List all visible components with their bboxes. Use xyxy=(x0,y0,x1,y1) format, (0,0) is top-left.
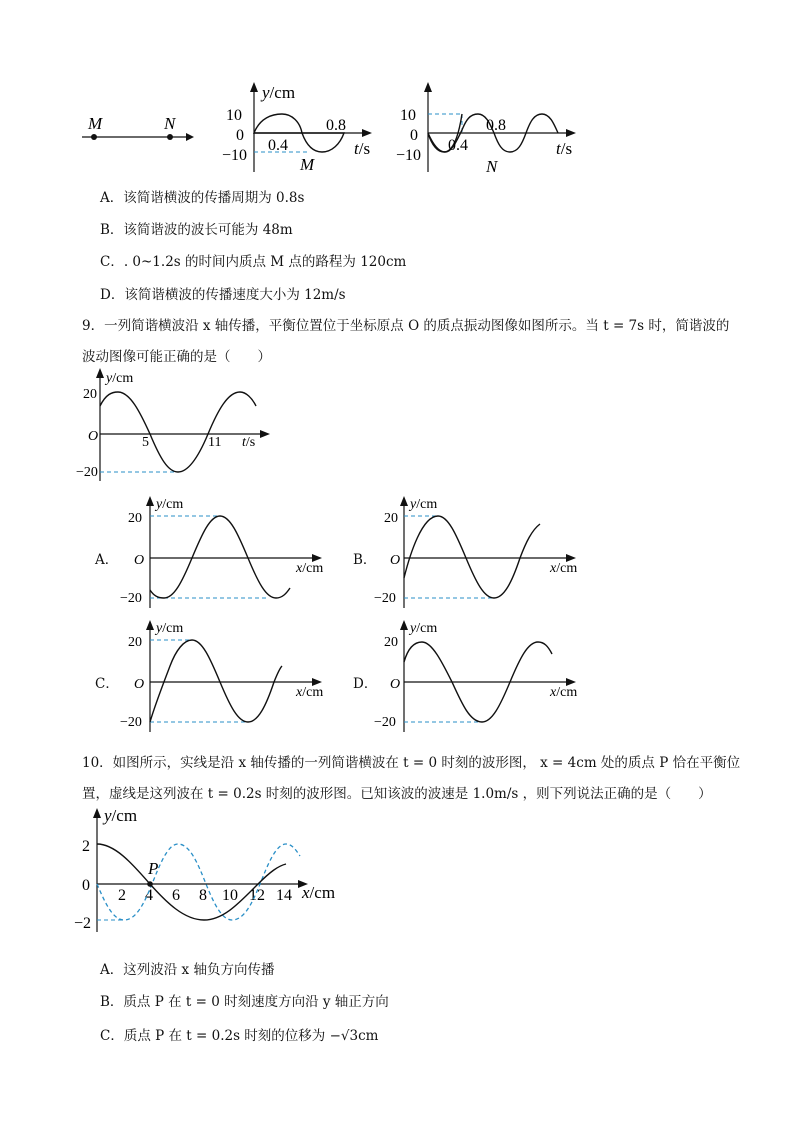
y-arrow-icon xyxy=(146,620,154,630)
curve-c xyxy=(150,640,282,722)
q9-main-graph xyxy=(78,366,278,488)
origin-o: O xyxy=(390,553,401,568)
tick-y-2: 2 xyxy=(82,838,90,855)
tick-minus-20: −20 xyxy=(120,715,142,730)
q9-option-c-label[interactable]: C． xyxy=(95,676,119,692)
vibration-graph-n xyxy=(396,80,590,180)
tick-5: 5 xyxy=(142,435,149,450)
label-m: M xyxy=(88,114,103,133)
wave-solid-t0 xyxy=(97,844,286,920)
x-axis-label: x/cm xyxy=(550,561,578,576)
tick-y-minus-2: −2 xyxy=(74,915,92,932)
origin-o: O xyxy=(134,677,145,692)
tick-x-8: 8 xyxy=(199,887,207,904)
point-label-n: N xyxy=(486,157,498,176)
q9-graph-c[interactable] xyxy=(120,618,324,736)
tick-y-zero: 0 xyxy=(410,127,418,144)
origin-o: O xyxy=(390,677,401,692)
q10-wave-graph xyxy=(74,804,340,936)
tick-y-0: 0 xyxy=(82,877,90,894)
curve-b xyxy=(404,516,540,598)
tick-x-04: 0.4 xyxy=(268,137,288,154)
tick-20: 20 xyxy=(128,511,142,526)
q10-line-2: 置，虚线是这列波在 t = 0.2s 时刻的波形图。已知该波的波速是 1.0m/s ，则下列说法正确的是（ ） xyxy=(82,786,712,802)
q10-option-a[interactable]: A．这列波沿 x 轴负方向传播 xyxy=(100,962,275,978)
q9-graph-b[interactable] xyxy=(374,494,578,612)
x-arrow-icon xyxy=(566,129,576,137)
x-axis-label: x/cm xyxy=(550,685,578,700)
y-axis-label: y/cm xyxy=(104,806,138,825)
point-p xyxy=(147,881,153,887)
y-arrow-icon xyxy=(424,82,432,92)
q9-line-1: 9．一列简谐横波沿 x 轴传播，平衡位置位于坐标原点 O 的质点振动图像如图所示。当 t = 7s 时，简谐波的 xyxy=(82,318,730,334)
x-axis-label: x/cm xyxy=(296,561,324,576)
tick-x-12: 12 xyxy=(249,887,265,904)
y-arrow-icon xyxy=(146,496,154,506)
y-axis-label: y/cm xyxy=(156,621,184,636)
tick-x-4: 4 xyxy=(145,887,153,904)
y-axis-label: y/cm xyxy=(156,497,184,512)
tick-20: 20 xyxy=(83,387,97,402)
tick-x-10: 10 xyxy=(222,887,238,904)
q9-option-b-label[interactable]: B． xyxy=(353,552,377,568)
tick-y-zero: 0 xyxy=(236,127,244,144)
y-arrow-icon xyxy=(400,620,408,630)
q9-option-d-label[interactable]: D． xyxy=(353,676,378,692)
tick-y-bottom: −10 xyxy=(222,147,248,164)
tick-y-top: 10 xyxy=(400,107,416,124)
q8-option-a[interactable]: A．该简谐横波的传播周期为 0.8s xyxy=(100,190,305,206)
tick-y-bottom: −10 xyxy=(396,147,422,164)
y-axis-label: y/cm xyxy=(106,371,134,386)
y-arrow-icon xyxy=(250,82,258,92)
point-n xyxy=(167,134,173,140)
tick-minus-20: −20 xyxy=(76,465,98,480)
q10-option-b[interactable]: B．质点 P 在 t = 0 时刻速度方向沿 y 轴正方向 xyxy=(100,994,389,1010)
q9-graph-d[interactable] xyxy=(374,618,578,736)
q10-line-1: 10．如图所示，实线是沿 x 轴传播的一列简谐横波在 t = 0 时刻的波形图， x = 4cm 处的质点 P 恰在平衡位 xyxy=(82,755,741,771)
tick-x-14: 14 xyxy=(276,887,292,904)
tick-20: 20 xyxy=(384,511,398,526)
point-label-m: M xyxy=(300,155,315,174)
y-arrow-icon xyxy=(400,496,408,506)
tick-x-04: 0.4 xyxy=(448,137,468,154)
tick-x-08: 0.8 xyxy=(326,117,346,134)
label-n: N xyxy=(164,114,176,133)
point-p-label: P xyxy=(148,859,159,878)
tick-y-top: 10 xyxy=(226,107,242,124)
y-arrow-icon xyxy=(93,808,101,818)
vibration-graph-m xyxy=(222,80,392,180)
tick-minus-20: −20 xyxy=(374,715,396,730)
tick-x-6: 6 xyxy=(172,887,180,904)
q9-option-a-label[interactable]: A． xyxy=(95,552,119,568)
x-axis-label: x/cm xyxy=(302,883,336,902)
wave-dashed-t02 xyxy=(97,844,300,920)
tick-x-2: 2 xyxy=(118,887,126,904)
q8-option-c[interactable]: C．. 0~1.2s 的时间内质点 M 点的路程为 120cm xyxy=(100,254,407,270)
y-axis-label: y/cm xyxy=(410,497,438,512)
tick-11: 11 xyxy=(208,435,222,450)
tick-20: 20 xyxy=(384,635,398,650)
tick-20: 20 xyxy=(128,635,142,650)
q9-graph-a[interactable] xyxy=(120,494,324,612)
point-m xyxy=(91,134,97,140)
tick-minus-20: −20 xyxy=(120,591,142,606)
y-arrow-icon xyxy=(96,368,104,378)
y-axis-label: y/cm xyxy=(262,83,296,102)
x-axis-label: x/cm xyxy=(296,685,324,700)
curve-a xyxy=(150,516,290,598)
q9-main-curve xyxy=(100,392,256,472)
x-axis-label: t/s xyxy=(556,139,573,158)
origin-o: O xyxy=(88,429,99,444)
q8-option-b[interactable]: B．该简谐波的波长可能为 48m xyxy=(100,222,293,238)
arrow-head-icon xyxy=(186,133,194,141)
tick-minus-20: −20 xyxy=(374,591,396,606)
q9-line-2: 波动图像可能正确的是（ ） xyxy=(82,349,271,365)
y-axis-label: y/cm xyxy=(410,621,438,636)
x-axis-label: t/s xyxy=(354,139,371,158)
q10-option-c[interactable]: C．质点 P 在 t = 0.2s 时刻的位移为 −√3cm xyxy=(100,1028,379,1044)
mn-line-figure xyxy=(78,112,198,152)
origin-o: O xyxy=(134,553,145,568)
x-arrow-icon xyxy=(260,430,270,438)
tick-x-08: 0.8 xyxy=(486,117,506,134)
q8-option-d[interactable]: D．该简谐横波的传播速度大小为 12m/s xyxy=(100,287,346,303)
x-axis-label: t/s xyxy=(242,435,256,450)
x-arrow-icon xyxy=(362,129,372,137)
